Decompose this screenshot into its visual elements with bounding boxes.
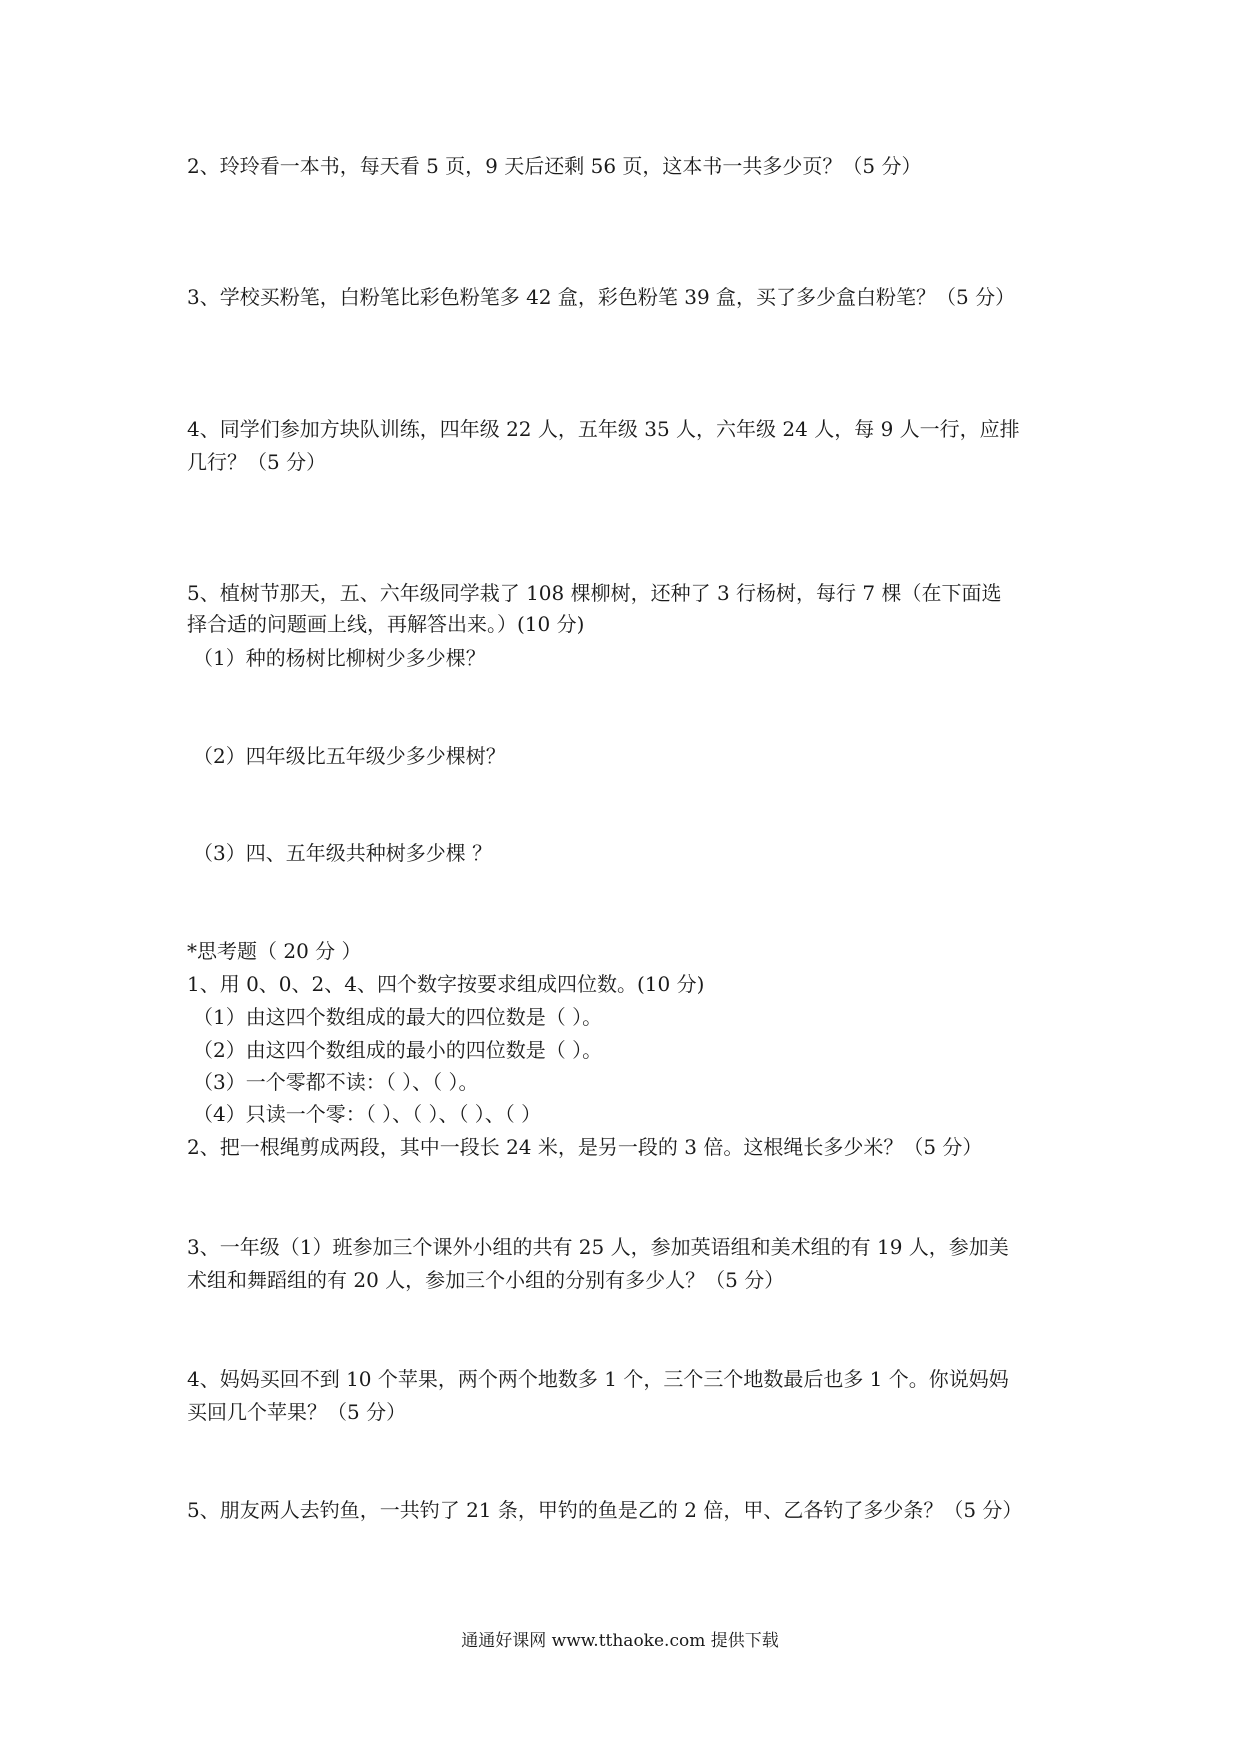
- thinking-question-4-line-2: 买回几个苹果？（5 分）: [187, 1400, 407, 1424]
- thinking-question-1-b: （2）由这四个数组成的最小的四位数是（ ）。: [193, 1038, 603, 1062]
- thinking-section-title: *思考题（ 20 分 ）: [187, 939, 362, 963]
- question-2: 2、玲玲看一本书，每天看 5 页，9 天后还剩 56 页，这本书一共多少页？（5 分）: [187, 154, 922, 178]
- thinking-question-1: 1、用 0、0、2、4、四个数字按要求组成四位数。(10 分): [187, 972, 705, 996]
- thinking-question-1-a: （1）由这四个数组成的最大的四位数是（ ）。: [193, 1005, 603, 1029]
- thinking-question-4-line-1: 4、妈妈买回不到 10 个苹果，两个两个地数多 1 个，三个三个地数最后也多 1 个。你说妈妈: [187, 1367, 1009, 1391]
- thinking-question-3-line-2: 术组和舞蹈组的有 20 人，参加三个小组的分别有多少人？（5 分）: [187, 1268, 785, 1292]
- question-3: 3、学校买粉笔，白粉笔比彩色粉笔多 42 盒，彩色粉笔 39 盒，买了多少盒白粉笔？（5 分）: [187, 285, 1016, 309]
- question-5-line-2: 择合适的问题画上线，再解答出来。）(10 分): [187, 612, 585, 636]
- question-5-option-3: （3）四、五年级共种树多少棵 ？: [193, 841, 493, 865]
- thinking-question-1-c: （3）一个零都不读：（ ）、（ ）。: [193, 1070, 479, 1094]
- question-5-option-2: （2）四年级比五年级少多少棵树？: [193, 744, 506, 768]
- question-4-line-2: 几行？（5 分）: [187, 450, 327, 474]
- page-footer: 通通好课网 www.tthaoke.com 提供下载: [461, 1631, 779, 1651]
- question-5-line-1: 5、植树节那天，五、六年级同学栽了 108 棵柳树，还种了 3 行杨树，每行 7 棵（在下面选: [187, 581, 1002, 605]
- thinking-question-5: 5、朋友两人去钓鱼，一共钓了 21 条，甲钓的鱼是乙的 2 倍，甲、乙各钓了多少条？（5 分）: [187, 1498, 1023, 1522]
- thinking-question-3-line-1: 3、一年级（1）班参加三个课外小组的共有 25 人，参加英语组和美术组的有 19 人，参加美: [187, 1235, 1009, 1259]
- thinking-question-1-d: （4）只读一个零：（ ）、（ ）、（ ）、（ ）: [193, 1102, 542, 1126]
- thinking-question-2: 2、把一根绳剪成两段，其中一段长 24 米，是另一段的 3 倍。这根绳长多少米？（5 分）: [187, 1135, 983, 1159]
- question-4-line-1: 4、同学们参加方块队训练，四年级 22 人，五年级 35 人，六年级 24 人，每 9 人一行，应排: [187, 417, 1020, 441]
- question-5-option-1: （1）种的杨树比柳树少多少棵？: [193, 646, 486, 670]
